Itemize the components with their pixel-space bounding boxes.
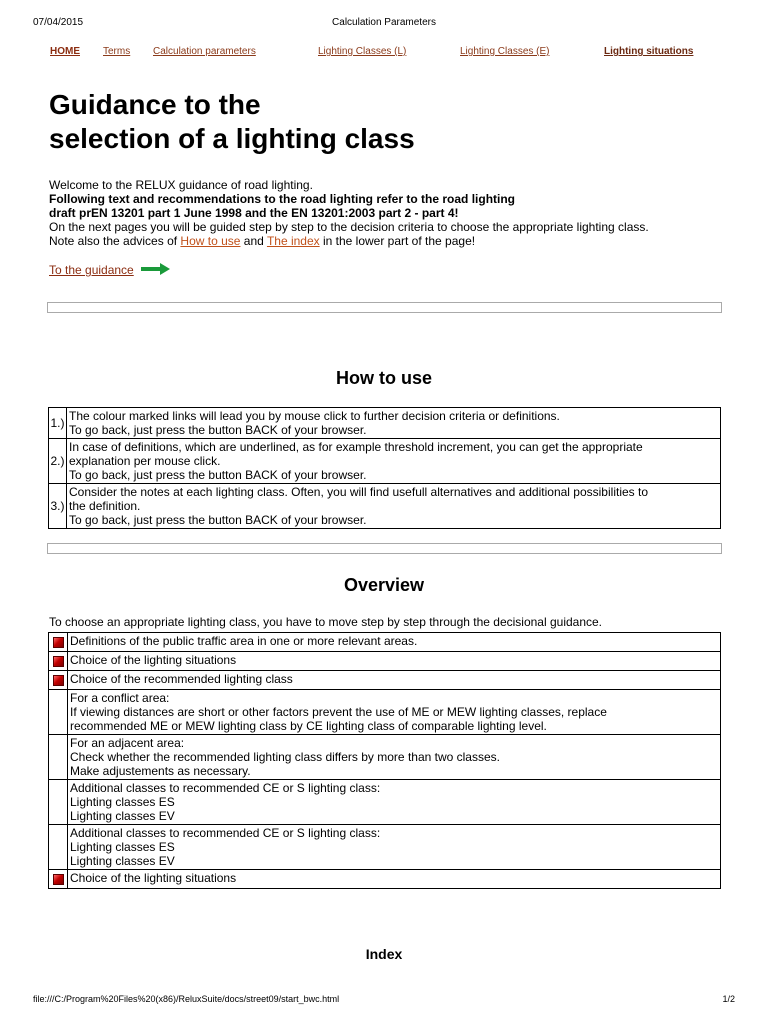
overview-text-line: Definitions of the public traffic area in one or more relevant areas.	[70, 634, 418, 648]
how-to-use-row	[49, 484, 721, 529]
step-number: 2.)	[49, 439, 67, 484]
how-to-use-row	[49, 439, 721, 484]
step-text-line: To go back, just press the button BACK of your browser.	[69, 468, 367, 482]
to-the-guidance-link[interactable]: To the guidance	[49, 263, 134, 277]
intro-note	[49, 234, 739, 248]
nav-lighting-classes-l-link[interactable]: Lighting Classes (L)	[318, 46, 407, 57]
page-title	[49, 88, 709, 156]
overview-row	[49, 825, 721, 870]
step-text	[67, 484, 721, 529]
step-text-line: Consider the notes at each lighting class. Often, you will find usefull alternatives and additional possibilities to	[69, 485, 648, 499]
overview-icon-cell	[49, 671, 68, 690]
top-nav	[50, 46, 730, 62]
intro-bold-line-1: Following text and recommendations to the road lighting refer to the road lighting	[49, 192, 516, 206]
overview-text[interactable]	[68, 870, 721, 889]
overview-text-line: Lighting classes EV	[70, 854, 175, 868]
page-title-line-2: selection of a lighting class	[49, 123, 415, 154]
step-text-line: To go back, just press the button BACK of your browser.	[69, 513, 367, 527]
intro-note-and: and	[240, 234, 267, 248]
intro-welcome: Welcome to the RELUX guidance of road lighting.	[49, 178, 313, 192]
step-number: 3.)	[49, 484, 67, 529]
nav-home-link[interactable]: HOME	[50, 46, 80, 57]
overview-text-line: Make adjustements as necessary.	[70, 764, 251, 778]
overview-row	[49, 690, 721, 735]
the-index-link[interactable]: The index	[266, 234, 320, 248]
overview-icon-cell	[49, 870, 68, 889]
overview-icon-cell	[49, 780, 68, 825]
overview-icon-cell	[49, 633, 68, 652]
nav-lighting-situations-link[interactable]: Lighting situations	[604, 46, 694, 57]
overview-row	[49, 870, 721, 889]
step-text	[67, 408, 721, 439]
overview-text-line: Check whether the recommended lighting class differs by more than two classes.	[70, 750, 500, 764]
overview-icon-cell	[49, 652, 68, 671]
overview-icon-cell	[49, 690, 68, 735]
intro-text	[49, 178, 739, 248]
overview-text-line: Choice of the lighting situations	[70, 871, 237, 885]
separator-bar	[47, 543, 722, 554]
print-title: Calculation Parameters	[332, 17, 436, 28]
overview-text	[68, 690, 721, 735]
green-arrow-right-icon[interactable]	[141, 262, 171, 276]
overview-text-line: If viewing distances are short or other factors prevent the use of ME or MEW lighting classes, replace	[70, 705, 607, 719]
step-text-line: The colour marked links will lead you by mouse click to further decision criteria or definitions.	[69, 409, 560, 423]
overview-intro: To choose an appropriate lighting class, you have to move step by step through the decisional guidance.	[49, 615, 603, 629]
index-heading: Index	[365, 946, 403, 962]
overview-text-line: Lighting classes ES	[70, 795, 175, 809]
overview-text[interactable]	[68, 633, 721, 652]
how-to-use-link[interactable]: How to use	[180, 234, 241, 248]
overview-row	[49, 735, 721, 780]
overview-table	[48, 632, 721, 889]
red-square-bullet-icon[interactable]	[53, 637, 64, 648]
overview-row	[49, 633, 721, 652]
nav-terms-link[interactable]: Terms	[103, 46, 131, 57]
step-number: 1.)	[49, 408, 67, 439]
overview-text-line: Additional classes to recommended CE or S lighting class:	[70, 781, 381, 795]
intro-note-pre: Note also the advices of	[49, 234, 181, 248]
how-to-use-table	[48, 407, 721, 529]
overview-text-line: Choice of the lighting situations	[70, 653, 237, 667]
how-to-use-heading: How to use	[335, 368, 432, 388]
overview-text-line: Lighting classes EV	[70, 809, 175, 823]
step-text-line: In case of definitions, which are underlined, as for example threshold increment, you can get the appropriate	[69, 440, 643, 454]
nav-lighting-classes-e-link[interactable]: Lighting Classes (E)	[460, 46, 550, 57]
step-text	[67, 439, 721, 484]
page-title-line-1: Guidance to the	[49, 89, 261, 120]
step-text-line: To go back, just press the button BACK of your browser.	[69, 423, 367, 437]
how-to-use-row	[49, 408, 721, 439]
overview-icon-cell	[49, 735, 68, 780]
overview-row	[49, 671, 721, 690]
step-text-line: explanation per mouse click.	[69, 454, 221, 468]
overview-text-line: Lighting classes ES	[70, 840, 175, 854]
intro-bold-line-2: draft prEN 13201 part 1 June 1998 and the EN 13201:2003 part 2 - part 4!	[49, 206, 459, 220]
separator-bar	[47, 302, 722, 313]
red-square-bullet-icon[interactable]	[53, 656, 64, 667]
guidance-link-row[interactable]	[49, 263, 134, 279]
print-page-number: 1/2	[722, 994, 735, 1004]
overview-row	[49, 780, 721, 825]
overview-text	[68, 735, 721, 780]
print-date: 07/04/2015	[33, 17, 84, 28]
overview-text-line: For a conflict area:	[70, 691, 170, 705]
red-square-bullet-icon[interactable]	[53, 874, 64, 885]
overview-text-line: For an adjacent area:	[70, 736, 185, 750]
print-footer	[33, 994, 735, 1008]
overview-heading: Overview	[343, 575, 425, 595]
print-header	[33, 17, 735, 31]
overview-text[interactable]	[68, 652, 721, 671]
overview-text[interactable]	[68, 671, 721, 690]
step-text-line: the definition.	[69, 499, 141, 513]
nav-calculation-parameters-link[interactable]: Calculation parameters	[153, 46, 256, 57]
overview-text-line: Choice of the recommended lighting class	[70, 672, 293, 686]
overview-row	[49, 652, 721, 671]
overview-text-line: recommended ME or MEW lighting class by CE lighting class of comparable lighting level.	[70, 719, 547, 733]
red-square-bullet-icon[interactable]	[53, 675, 64, 686]
print-url: file:///C:/Program%20Files%20(x86)/ReluxSuite/docs/street09/start_bwc.html	[33, 994, 340, 1004]
intro-next-pages: On the next pages you will be guided step by step to the decision criteria to choose the appropriate lighting class.	[49, 220, 649, 234]
overview-text	[68, 825, 721, 870]
intro-note-post: in the lower part of the page!	[319, 234, 476, 248]
overview-text-line: Additional classes to recommended CE or S lighting class:	[70, 826, 381, 840]
overview-text	[68, 780, 721, 825]
overview-icon-cell	[49, 825, 68, 870]
